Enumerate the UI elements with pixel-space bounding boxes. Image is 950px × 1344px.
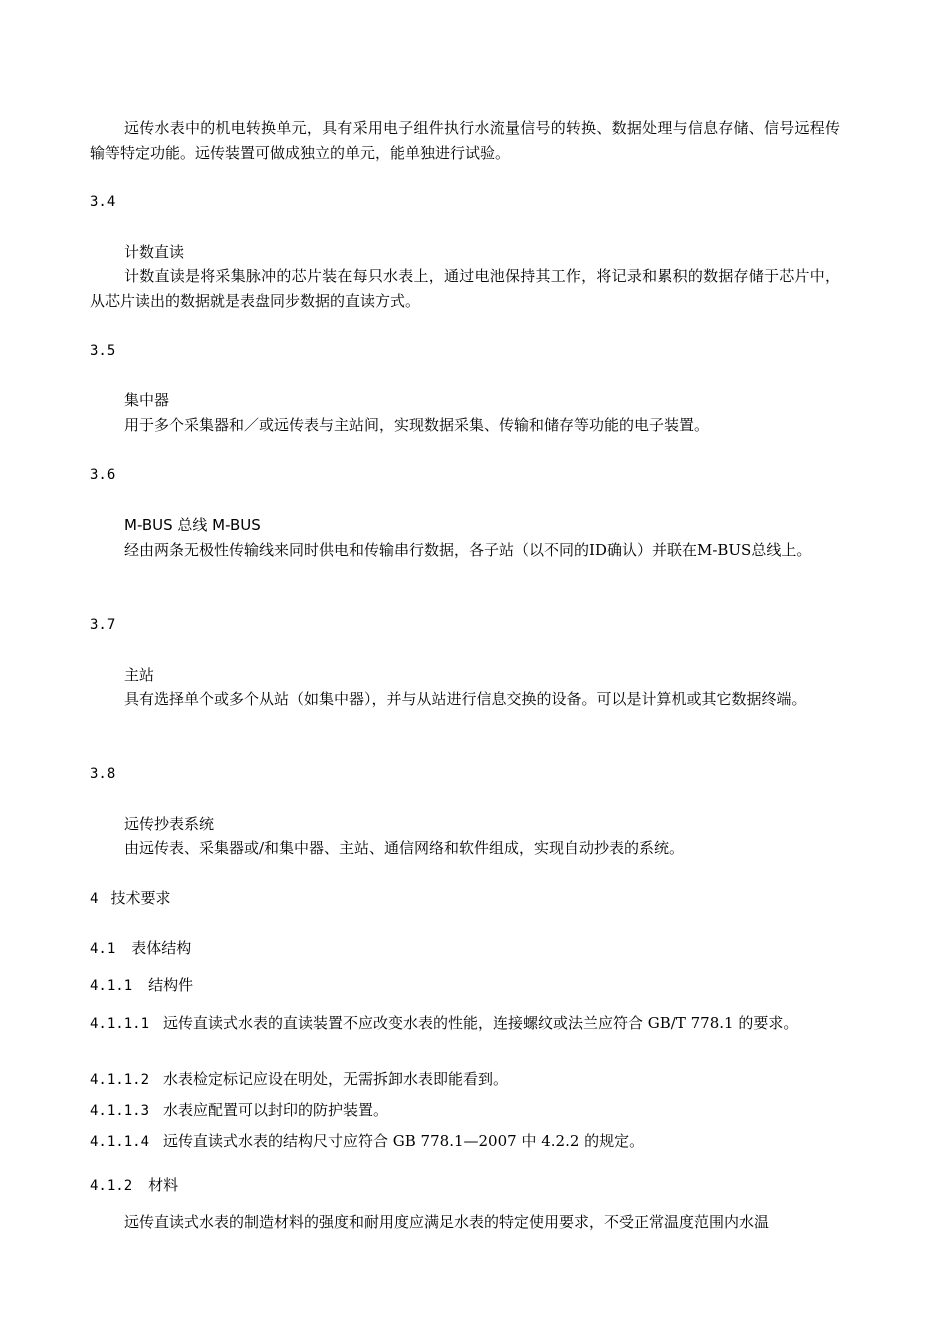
term-title-3-6: M-BUS 总线 M-BUS (124, 516, 261, 534)
clause-text: 水表检定标记应设在明处，无需拆卸水表即能看到。 (163, 1070, 509, 1088)
paragraph-remote-device: 远传水表中的机电转换单元，具有采用电子组件执行水流量信号的转换、数据处理与信息存储、信号远程传输等特定功能。远传装置可做成独立的单元，能单独进行试验。 (90, 119, 840, 162)
clause-number-3-6: 3.6 (90, 467, 116, 483)
term-title-3-5: 集中器 (124, 391, 170, 409)
term-definition-3-4: 计数直读是将采集脉冲的芯片装在每只水表上，通过电池保持其工作，将记录和累积的数据存储于芯片中，从芯片读出的数据就是表盘同步数据的直读方式。 (90, 267, 840, 310)
section-title: 技术要求 (110, 889, 171, 907)
clause-4-1-1-4 (90, 1129, 840, 1155)
clause-number-3-5: 3.5 (90, 343, 116, 359)
clause-number: 4.1.1.2 (90, 1072, 150, 1088)
section-heading-4-1 (90, 938, 191, 959)
clause-text: 远传直读式水表的直读装置不应改变水表的性能，连接螺纹或法兰应符合 GB/T 778.1 的要求。 (163, 1014, 799, 1032)
section-number: 4.1.2 (90, 1178, 133, 1194)
clause-number-3-8: 3.8 (90, 766, 116, 782)
clause-4-1-1-2 (90, 1067, 840, 1093)
clause-number-3-4: 3.4 (90, 194, 116, 210)
clause-text: 水表应配置可以封印的防护装置。 (163, 1101, 389, 1119)
section-number: 4.1 (90, 941, 116, 957)
section-heading-4 (90, 888, 170, 909)
clause-number-3-7: 3.7 (90, 617, 116, 633)
clause-4-1-1-1 (90, 1011, 840, 1037)
section-title: 材料 (148, 1176, 179, 1194)
section-number: 4 (90, 891, 99, 907)
clause-number: 4.1.1.1 (90, 1016, 150, 1032)
section-heading-4-1-2 (90, 1175, 178, 1196)
clause-4-1-1-3 (90, 1098, 840, 1124)
term-title-3-8: 远传抄表系统 (124, 815, 215, 833)
term-title-3-4: 计数直读 (124, 243, 185, 261)
section-title: 表体结构 (131, 939, 192, 957)
clause-number: 4.1.1.4 (90, 1134, 150, 1150)
term-definition-3-5: 用于多个采集器和／或远传表与主站间，实现数据采集、传输和储存等功能的电子装置。 (124, 416, 710, 434)
term-definition-3-8: 由远传表、采集器或/和集中器、主站、通信网络和软件组成，实现自动抄表的系统。 (124, 839, 685, 857)
paragraph-materials: 远传直读式水表的制造材料的强度和耐用度应满足水表的特定使用要求，不受正常温度范围内水温 (124, 1213, 770, 1231)
clause-number: 4.1.1.3 (90, 1103, 150, 1119)
section-number: 4.1.1 (90, 978, 133, 994)
section-title: 结构件 (148, 976, 194, 994)
clause-text: 远传直读式水表的结构尺寸应符合 GB 778.1—2007 中 4.2.2 的规定。 (163, 1132, 645, 1150)
section-heading-4-1-1 (90, 975, 193, 996)
term-definition-3-7: 具有选择单个或多个从站（如集中器），并与从站进行信息交换的设备。可以是计算机或其它数据终端。 (124, 690, 807, 708)
term-title-3-7: 主站 (124, 666, 155, 684)
term-definition-3-6: 经由两条无极性传输线来同时供电和传输串行数据，各子站（以不同的ID确认）并联在M-BUS总线上。 (124, 541, 812, 559)
